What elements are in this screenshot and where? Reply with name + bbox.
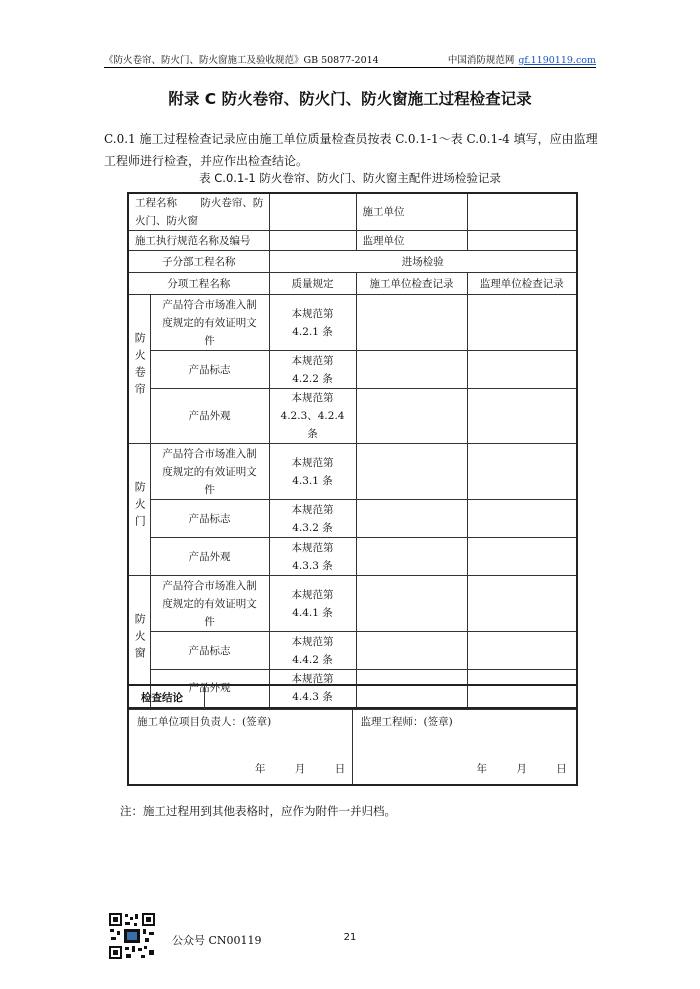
intro-paragraph: C.0.1 施工过程检查记录应由施工单位质量检查员按表 C.0.1-1～表 C.0.1-4 填写，应由监理工程师进行检查，并应作出检查结论。 xyxy=(104,132,598,168)
contractor-sign-date xyxy=(255,761,345,776)
column-header-item: 分项工程名称 xyxy=(128,273,269,295)
supervisor-record-cell[interactable] xyxy=(467,538,577,576)
contractor-record-cell[interactable] xyxy=(356,538,467,576)
table-row xyxy=(128,231,577,251)
conclusion-input-cell[interactable] xyxy=(204,685,577,709)
standard-label: 施工执行规范名称及编号 xyxy=(128,231,269,251)
contractor-record-cell[interactable] xyxy=(356,632,467,670)
supervision-unit-label: 监理单位 xyxy=(356,231,467,251)
supervisor-sign-label: 监理工程师：(签章) xyxy=(360,715,453,728)
supervisor-record-cell[interactable] xyxy=(467,295,577,351)
header-divider xyxy=(104,67,596,68)
column-header-quality: 质量规定 xyxy=(269,273,356,295)
table-note: 注：施工过程用到其他表格时，应作为附件一并归档。 xyxy=(120,804,396,818)
item-name: 产品标志 xyxy=(150,632,269,670)
date-year: 年 xyxy=(476,763,487,775)
table-row xyxy=(128,444,577,500)
table-row xyxy=(128,576,577,632)
sub-project-value: 进场检验 xyxy=(269,251,577,273)
quality-clause: 本规范第 4.4.2 条 xyxy=(269,632,356,670)
quality-clause: 本规范第 4.2.3、4.2.4 条 xyxy=(269,389,356,444)
date-month: 月 xyxy=(294,763,306,775)
group-label-door xyxy=(128,444,150,576)
supervisor-record-cell[interactable] xyxy=(467,632,577,670)
conclusion-table xyxy=(127,684,578,786)
item-name: 产品符合市场准入制度规定的有效证明文件 xyxy=(150,444,269,500)
quality-clause: 本规范第 4.3.3 条 xyxy=(269,538,356,576)
column-header-supervisor: 监理单位检查记录 xyxy=(467,273,577,295)
standard-value-cell[interactable] xyxy=(269,231,356,251)
date-day: 日 xyxy=(556,763,567,775)
header-site-link[interactable]: gf.1190119.com xyxy=(518,55,596,66)
table-row xyxy=(128,538,577,576)
supervision-unit-cell[interactable] xyxy=(467,231,577,251)
conclusion-label: 检查结论 xyxy=(128,685,204,709)
date-day: 日 xyxy=(334,763,346,775)
item-name: 产品标志 xyxy=(150,500,269,538)
quality-clause: 本规范第 4.2.2 条 xyxy=(269,351,356,389)
table-row xyxy=(128,500,577,538)
group-label-text: 防火窗 xyxy=(133,612,147,664)
table-row xyxy=(128,295,577,351)
contractor-sign-cell[interactable] xyxy=(128,709,352,785)
item-name: 产品符合市场准入制度规定的有效证明文件 xyxy=(150,295,269,351)
header-standard: 《防火卷帘、防火门、防火窗施工及验收规范》GB 50877-2014 xyxy=(104,55,379,66)
table-caption: 表 C.0.1-1 防火卷帘、防火门、防火窗主配件进场检验记录 xyxy=(199,171,501,185)
contractor-record-cell[interactable] xyxy=(356,576,467,632)
item-name: 产品外观 xyxy=(150,670,269,708)
contractor-record-cell[interactable] xyxy=(356,351,467,389)
table-row xyxy=(128,351,577,389)
project-name-value: 防火卷帘、防火门、防火窗 xyxy=(135,197,264,227)
construction-unit-cell[interactable] xyxy=(467,193,577,231)
table-row xyxy=(128,632,577,670)
date-month: 月 xyxy=(516,763,527,775)
item-name: 产品标志 xyxy=(150,351,269,389)
wechat-id: 公众号 CN00119 xyxy=(172,934,262,947)
table-row xyxy=(128,685,577,709)
supervisor-record-cell[interactable] xyxy=(467,576,577,632)
table-row xyxy=(128,709,577,785)
contractor-sign-label: 施工单位项目负责人：(签章) xyxy=(137,715,272,728)
contractor-record-cell[interactable] xyxy=(356,500,467,538)
table-header-row xyxy=(128,273,577,295)
project-name-row xyxy=(128,193,269,231)
page-title: 附录 C 防火卷帘、防火门、防火窗施工过程检查记录 xyxy=(168,90,532,108)
page-header xyxy=(104,52,596,68)
page-number: 21 xyxy=(343,932,357,943)
date-year: 年 xyxy=(255,763,266,775)
project-name-label: 工程名称 xyxy=(135,197,177,209)
quality-clause: 本规范第 4.3.1 条 xyxy=(269,444,356,500)
header-site-name: 中国消防规范网 xyxy=(447,55,515,66)
inspection-table xyxy=(127,192,578,709)
contractor-record-cell[interactable] xyxy=(356,444,467,500)
supervisor-record-cell[interactable] xyxy=(467,500,577,538)
quality-clause: 本规范第 4.2.1 条 xyxy=(269,295,356,351)
construction-unit-label: 施工单位 xyxy=(356,193,467,231)
header-site xyxy=(448,52,596,66)
item-name: 产品符合市场准入制度规定的有效证明文件 xyxy=(150,576,269,632)
group-label-text: 防火卷帘 xyxy=(133,332,147,400)
group-label-shutter xyxy=(128,295,150,444)
table-row xyxy=(128,389,577,444)
column-header-contractor: 施工单位检查记录 xyxy=(356,273,467,295)
supervisor-sign-cell[interactable] xyxy=(352,709,577,785)
table-row xyxy=(128,251,577,273)
qr-code-icon xyxy=(108,912,156,960)
quality-clause: 本规范第 4.4.1 条 xyxy=(269,576,356,632)
supervisor-record-cell[interactable] xyxy=(467,444,577,500)
supervisor-sign-date xyxy=(477,761,567,776)
sub-project-label: 子分部工程名称 xyxy=(128,251,269,273)
group-label-text: 防火门 xyxy=(133,481,147,532)
contractor-record-cell[interactable] xyxy=(356,295,467,351)
project-name-value-cell[interactable] xyxy=(269,193,356,231)
table-row xyxy=(128,193,577,231)
contractor-record-cell[interactable] xyxy=(356,389,467,444)
supervisor-record-cell[interactable] xyxy=(467,389,577,444)
supervisor-record-cell[interactable] xyxy=(467,351,577,389)
quality-clause: 本规范第 4.3.2 条 xyxy=(269,500,356,538)
item-name: 产品外观 xyxy=(150,538,269,576)
item-name: 产品外观 xyxy=(150,389,269,444)
quality-clause: 本规范第 4.4.3 条 xyxy=(269,670,356,708)
